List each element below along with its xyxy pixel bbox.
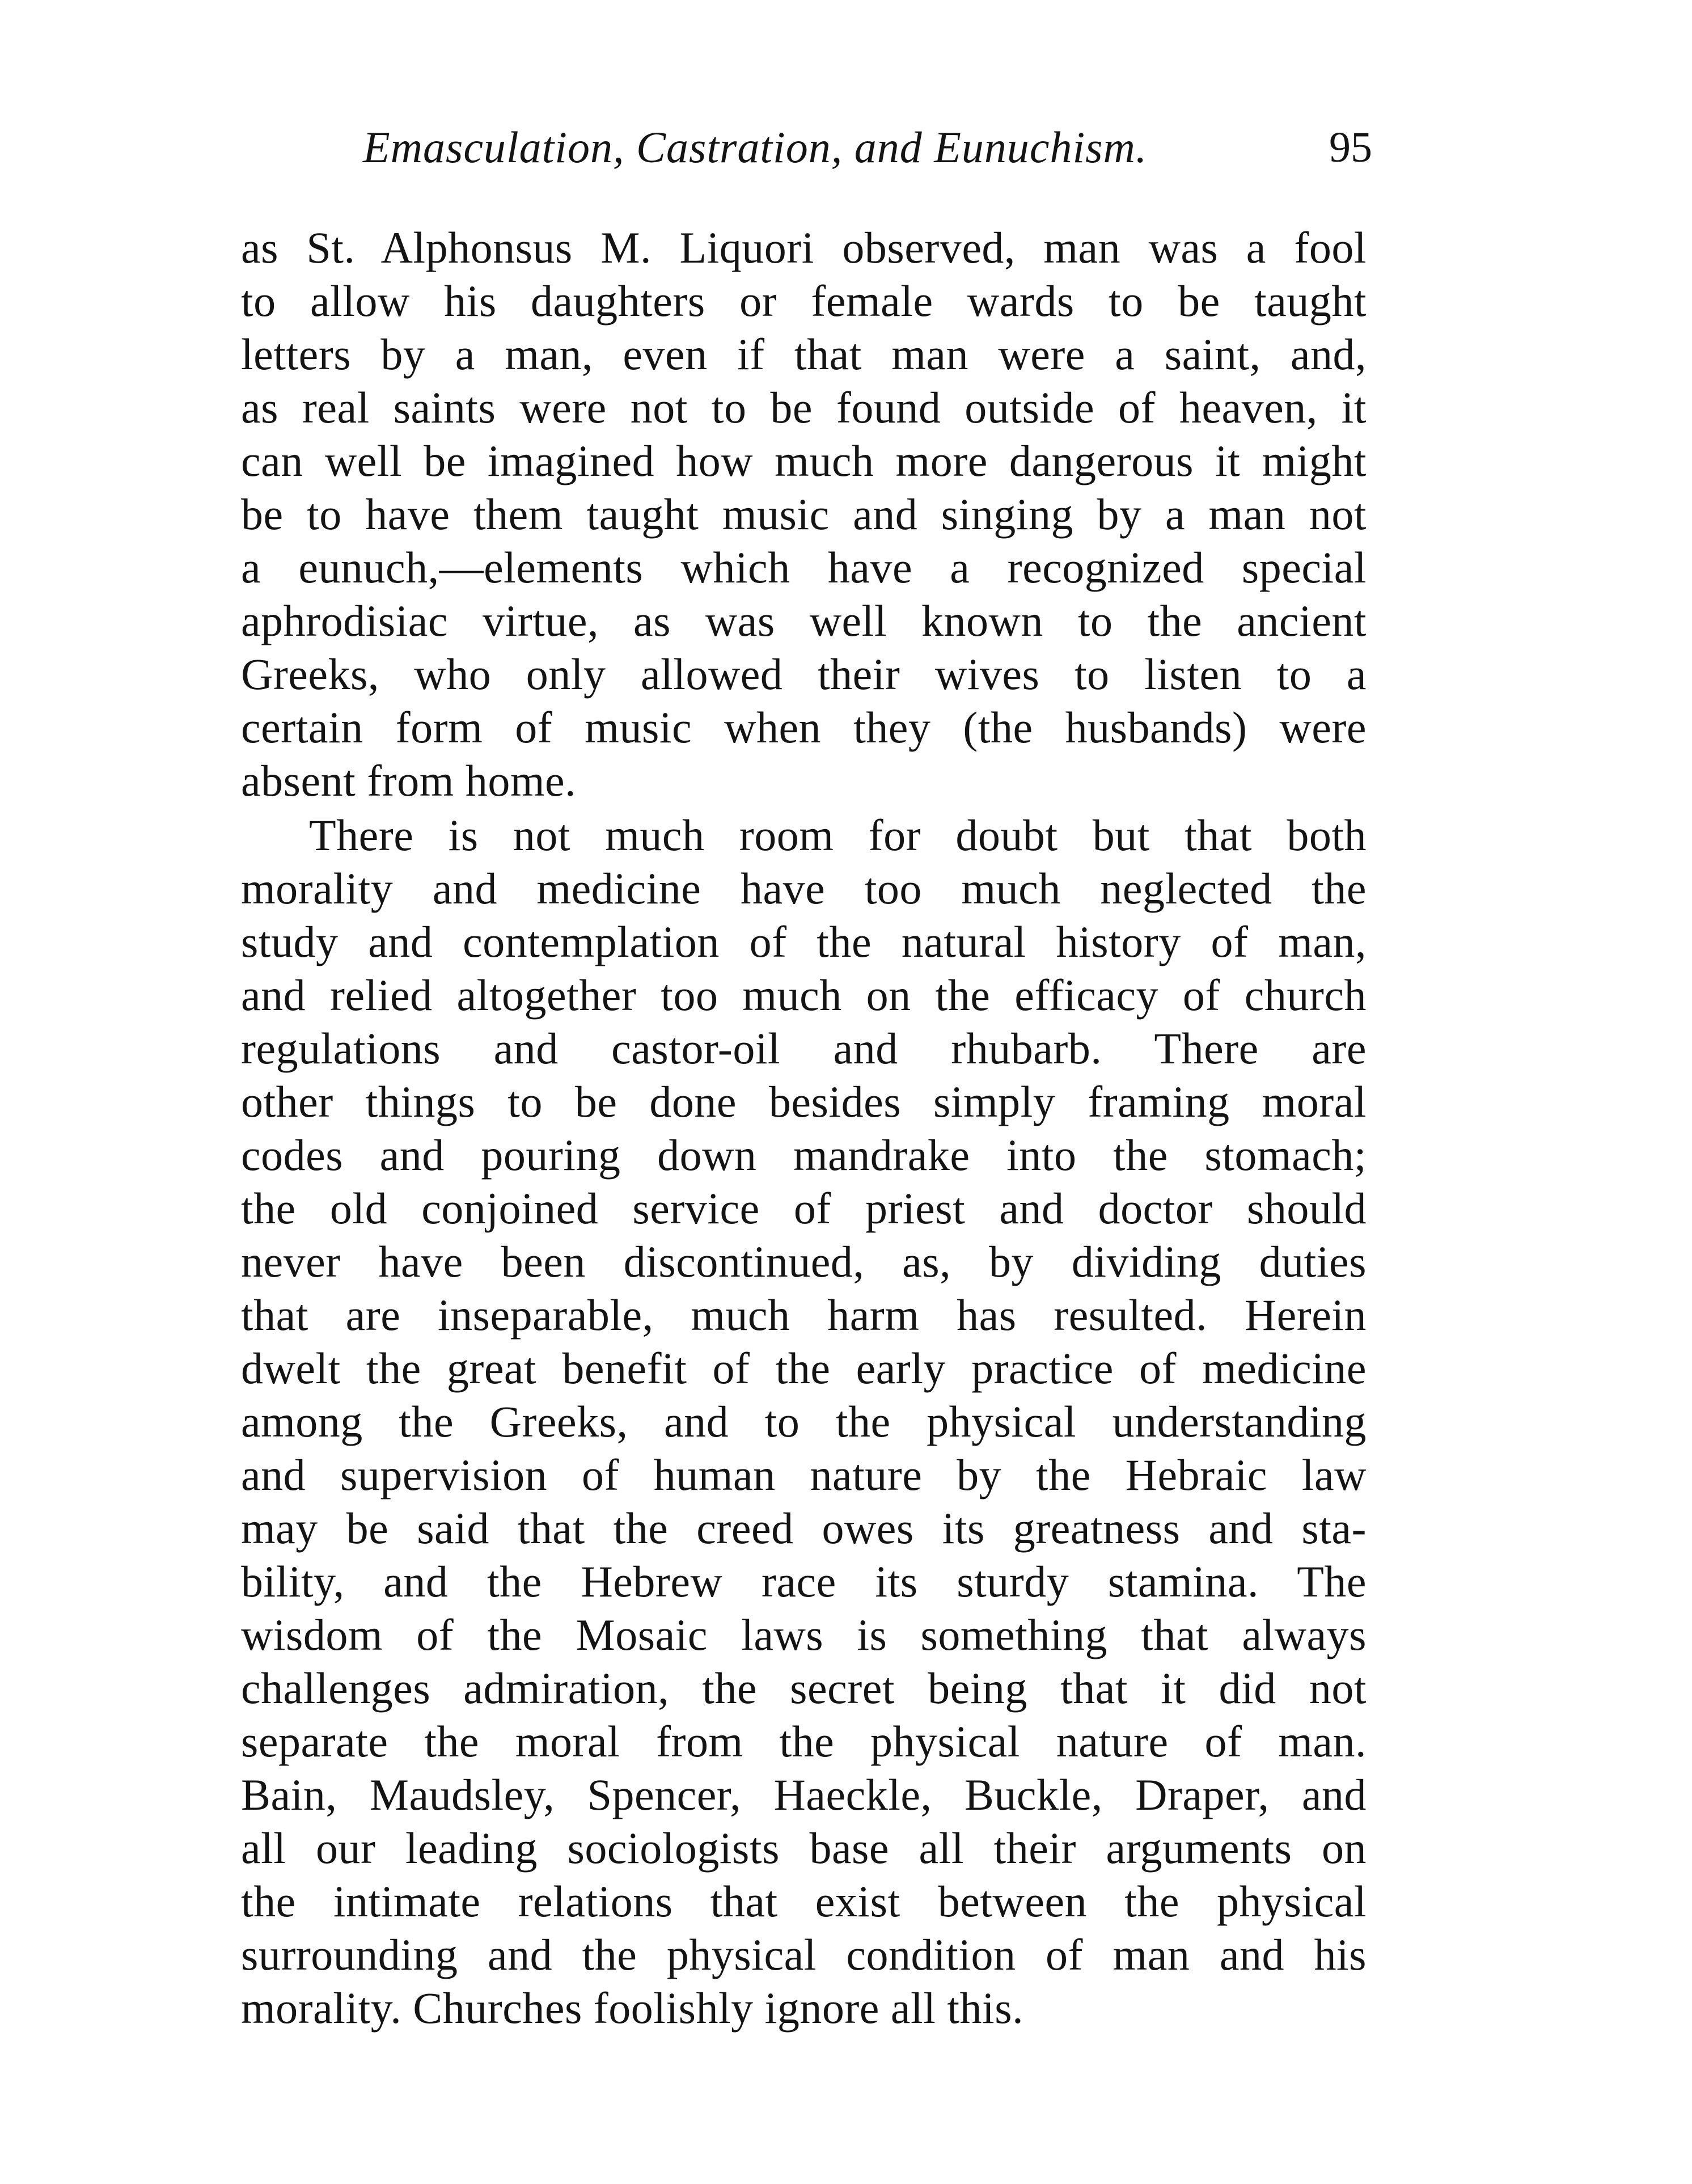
text-line: There is not much room for doubt but that both: [309, 810, 1367, 860]
text-line: can well be imagined how much more dangerous it might: [241, 436, 1367, 485]
text-line: Greeks, who only allowed their wives to listen to a: [241, 649, 1367, 699]
text-line: Bain, Maudsley, Spencer, Haeckle, Buckle, Draper, and: [241, 1770, 1367, 1819]
body-text: [241, 221, 1367, 2035]
text-line: the old conjoined service of priest and doctor should: [241, 1184, 1367, 1233]
text-line: never have been discontinued, as, by dividing duties: [241, 1237, 1367, 1286]
text-line: morality. Churches foolishly ignore all this.: [241, 1983, 1024, 2033]
text-line: bility, and the Hebrew race its sturdy stamina. The: [241, 1557, 1367, 1606]
running-head-title: Emasculation, Castration, and Eunuchism.: [363, 122, 1148, 172]
text-line: letters by a man, even if that man were a saint, and,: [241, 329, 1367, 379]
text-line: and relied altogether too much on the efficacy of church: [241, 970, 1367, 1020]
text-line: all our leading sociologists base all their arguments on: [241, 1823, 1367, 1873]
text-line: wisdom of the Mosaic laws is something that always: [241, 1610, 1367, 1659]
text-line: that are inseparable, much harm has resulted. Herein: [241, 1290, 1367, 1340]
text-line: as St. Alphonsus M. Liquori observed, man was a fool: [241, 223, 1367, 272]
text-line: challenges admiration, the secret being that it did not: [241, 1663, 1367, 1713]
text-line: may be said that the creed owes its greatness and sta-: [241, 1503, 1367, 1553]
text-line: be to have them taught music and singing by a man not: [241, 489, 1367, 539]
text-line: separate the moral from the physical nature of man.: [241, 1717, 1367, 1766]
text-line: a eunuch,—elements which have a recognized special: [241, 543, 1367, 592]
text-line: aphrodisiac virtue, as was well known to the ancient: [241, 596, 1367, 645]
text-line: other things to be done besides simply framing moral: [241, 1077, 1367, 1126]
text-line: absent from home.: [241, 756, 577, 805]
text-line: codes and pouring down mandrake into the stomach;: [241, 1130, 1367, 1180]
text-line: the intimate relations that exist between the physical: [241, 1877, 1367, 1926]
text-line: as real saints were not to be found outside of heaven, it: [241, 383, 1367, 432]
text-line: dwelt the great benefit of the early practice of medicine: [241, 1344, 1367, 1393]
text-line: certain form of music when they (the husbands) were: [241, 703, 1367, 752]
text-line: surrounding and the physical condition of man and his: [241, 1930, 1367, 1979]
text-line: morality and medicine have too much neglected the: [241, 864, 1367, 913]
text-line: among the Greeks, and to the physical understanding: [241, 1397, 1367, 1446]
page-number: 95: [1329, 124, 1372, 171]
paragraph-1: [241, 221, 1367, 808]
text-line: and supervision of human nature by the Hebraic law: [241, 1450, 1367, 1499]
running-head: [352, 116, 1372, 179]
paragraph-2: [241, 809, 1367, 2035]
text-line: regulations and castor-oil and rhubarb. There are: [241, 1024, 1367, 1073]
text-line: to allow his daughters or female wards to be taught: [241, 276, 1367, 326]
text-line: study and contemplation of the natural history of man,: [241, 917, 1367, 966]
